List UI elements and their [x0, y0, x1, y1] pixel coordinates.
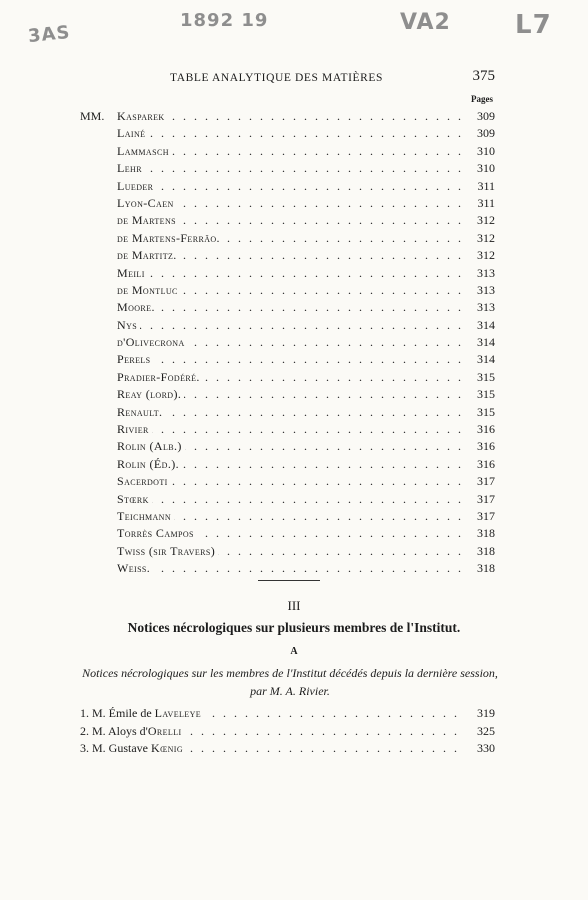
index-entry [80, 525, 495, 542]
notice-name: Kœnig [151, 741, 183, 756]
entry-page: 312 [474, 212, 495, 229]
entry-page: 316 [474, 438, 495, 455]
index-entry [80, 560, 495, 577]
dot-leader [117, 108, 465, 125]
notice-page: 325 [474, 723, 495, 741]
notice-name: Orelli [147, 723, 182, 738]
index-entry [80, 491, 495, 508]
notice-page: 330 [474, 740, 495, 758]
index-entry [80, 108, 495, 125]
member-name: de Martens-Ferrão. [117, 231, 223, 245]
index-entry [80, 543, 495, 560]
member-name: de Montluc [117, 283, 181, 297]
index-entry [80, 160, 495, 177]
handwritten-note-right: VA2 [400, 10, 451, 35]
entry-page: 312 [474, 230, 495, 247]
index-entry [80, 299, 495, 316]
entry-page: 314 [474, 317, 495, 334]
entry-page: 316 [474, 421, 495, 438]
member-name: Pradier-Fodéré. [117, 370, 203, 384]
page-header [80, 68, 495, 92]
notice-prefix: 2. M. Aloys d' [80, 723, 148, 738]
index-entry [80, 369, 495, 386]
index-entry [80, 265, 495, 282]
index-entry [80, 125, 495, 142]
index-entry [80, 195, 495, 212]
subsection-description: Notices nécrologiques sur les membres de l'Institut décédés depuis la dernière session, par M. A. Rivier. [82, 666, 498, 698]
member-name: Lehr [117, 161, 145, 175]
running-title: TABLE ANALYTIQUE DES MATIÈRES [170, 72, 384, 84]
notice-page: 319 [474, 705, 495, 723]
entry-page: 313 [474, 265, 495, 282]
section-number: III [287, 598, 301, 613]
notices-list [80, 705, 495, 758]
member-name: Lainé [117, 126, 148, 140]
entry-page: 309 [474, 125, 495, 142]
index-entry [80, 178, 495, 195]
index-entry [80, 247, 495, 264]
dot-leader [117, 560, 465, 577]
entry-page: 313 [474, 282, 495, 299]
entry-page: 317 [474, 508, 495, 525]
entry-page: 311 [474, 195, 495, 212]
dot-leader [117, 299, 465, 316]
member-name: Meili [117, 266, 148, 280]
entry-page: 318 [474, 543, 495, 560]
dot-leader [117, 421, 465, 438]
entry-page: 316 [474, 456, 495, 473]
index-entry [80, 404, 495, 421]
entry-page: 309 [474, 108, 495, 125]
member-name: Moore. [117, 300, 158, 314]
member-name: Rolin (Alb.) [117, 439, 185, 453]
index-entry [80, 508, 495, 525]
entry-page: 310 [474, 160, 495, 177]
section-title: Notices nécrologiques sur plusieurs membres de l'Institut. [127, 620, 461, 635]
notice-entry [80, 740, 495, 758]
entry-page: 312 [474, 247, 495, 264]
member-name: Rivier [117, 422, 152, 436]
member-name: Rolin (Éd.). [117, 457, 182, 471]
index-entry [80, 143, 495, 160]
index-entry [80, 334, 495, 351]
entry-page: 317 [474, 491, 495, 508]
dot-leader [117, 265, 465, 282]
entry-page: 314 [474, 351, 495, 368]
index-entry [80, 230, 495, 247]
entry-page: 315 [474, 404, 495, 421]
dot-leader [117, 125, 465, 142]
dot-leader [117, 491, 465, 508]
index-entry [80, 456, 495, 473]
dot-leader [117, 160, 465, 177]
entry-page: 315 [474, 369, 495, 386]
entry-page: 318 [474, 525, 495, 542]
handwritten-note-left: 3AS [27, 21, 72, 48]
member-name: Teichmann [117, 509, 174, 523]
member-name: Renault. [117, 405, 165, 419]
index-entry [80, 473, 495, 490]
index-entry [80, 317, 495, 334]
entry-page: 314 [474, 334, 495, 351]
section-divider [258, 580, 320, 581]
member-name: Lueder [117, 179, 156, 193]
index-entry [80, 351, 495, 368]
dot-leader [117, 178, 465, 195]
member-name: Perels [117, 352, 154, 366]
member-name: Stœrk [117, 492, 152, 506]
entry-page: 317 [474, 473, 495, 490]
member-name: Kasparek [117, 109, 168, 123]
member-name: de Martitz. [117, 248, 180, 262]
notice-prefix: 3. M. Gustave [80, 741, 151, 756]
dot-leader [117, 351, 465, 368]
dot-leader [117, 404, 465, 421]
page-number: 375 [472, 68, 495, 84]
notice-entry [80, 723, 495, 741]
index-entry [80, 212, 495, 229]
entry-page: 310 [474, 143, 495, 160]
entry-page: 313 [474, 299, 495, 316]
entry-page: 311 [474, 178, 495, 195]
notice-entry [80, 705, 495, 723]
member-name: Nys [117, 318, 140, 332]
handwritten-note-far-right: L7 [515, 10, 552, 40]
members-prefix: MM. [80, 109, 105, 123]
dot-leader [117, 317, 465, 334]
pages-column-label: Pages [471, 94, 493, 104]
members-index [80, 108, 495, 578]
index-entry [80, 438, 495, 455]
member-name: de Martens [117, 213, 179, 227]
index-entry [80, 386, 495, 403]
member-name: Lyon-Caen [117, 196, 177, 210]
member-name: d'Olivecrona [117, 335, 188, 349]
notice-name: Laveleye [154, 706, 202, 720]
member-name: Reay (lord). [117, 387, 184, 401]
entry-page: 318 [474, 560, 495, 577]
member-name: Lammasch [117, 144, 172, 158]
index-entry [80, 421, 495, 438]
subsection-letter: A [290, 646, 298, 657]
member-name: Sacerdoti [117, 474, 171, 488]
handwritten-note-middle: 1892 19 [180, 10, 269, 31]
notice-prefix: 1. M. Émile de [80, 706, 155, 720]
entry-page: 315 [474, 386, 495, 403]
index-entry [80, 282, 495, 299]
member-name: Twiss (sir Travers) [117, 544, 218, 558]
member-name: Torrès Campos [117, 526, 197, 540]
member-name: Weiss. [117, 561, 153, 575]
